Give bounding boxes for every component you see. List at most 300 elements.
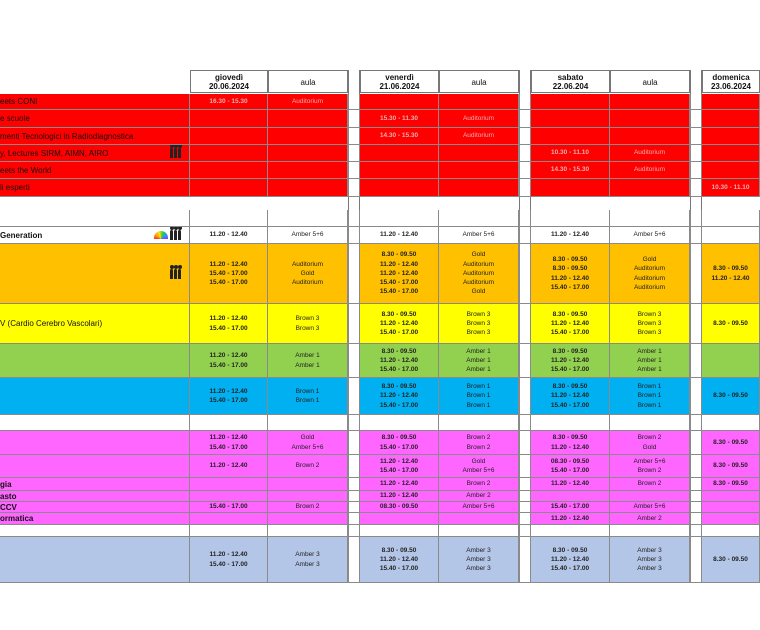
time-cell	[190, 502, 268, 512]
row-separator-gap	[519, 502, 531, 512]
room-name: Auditorium	[462, 132, 495, 140]
time-cell	[190, 344, 268, 377]
row-label	[0, 210, 190, 226]
row-label-text: eets CONI	[0, 97, 38, 106]
row-separator-gap	[690, 244, 702, 303]
room-cell	[439, 162, 519, 178]
row-label	[0, 525, 190, 536]
time-slot: 15.40 - 17.00	[209, 324, 248, 332]
row-separator-gap	[690, 94, 702, 109]
room-cell	[439, 478, 519, 490]
schedule-row	[0, 244, 760, 304]
row-separator-gap	[519, 145, 531, 161]
time-slot: 15.40 - 17.00	[379, 366, 419, 374]
time-slot: 14.30 - 15.30	[379, 132, 419, 140]
room-name: Brown 3	[466, 310, 491, 318]
room-name: Amber 2	[637, 514, 662, 522]
time-cell	[190, 110, 268, 127]
schedule-row	[0, 491, 760, 502]
time-slot: 08.30 - 09.50	[379, 503, 419, 511]
row-separator-gap	[690, 525, 702, 536]
room-cell	[268, 304, 348, 343]
time-slot: 11.20 - 12.40	[380, 492, 418, 500]
room-cell	[439, 491, 519, 501]
row-separator-gap	[348, 227, 360, 243]
time-slot: 15.40 - 17.00	[550, 503, 590, 511]
time-slot: 8.30 - 09.50	[381, 347, 417, 355]
room-name: Amber 3	[295, 560, 320, 568]
time-cell	[702, 455, 760, 477]
time-slot: 11.20 - 12.40	[209, 551, 248, 559]
time-slot: 11.20 - 12.40	[209, 462, 248, 470]
time-slot: 11.20 - 12.40	[209, 352, 248, 360]
row-label	[0, 179, 190, 196]
room-cell	[439, 145, 519, 161]
time-cell	[190, 128, 268, 144]
room-cell	[268, 145, 348, 161]
time-slot: 8.30 - 09.50	[381, 434, 417, 442]
time-slot: 15.40 - 17.00	[209, 443, 248, 451]
time-slot: 15.40 - 17.00	[209, 269, 248, 277]
schedule-row	[0, 415, 760, 431]
row-separator-gap	[690, 227, 702, 243]
room-cell	[610, 415, 690, 430]
room-name: Gold	[471, 288, 486, 296]
room-name: Brown 1	[466, 401, 491, 409]
room-cell	[268, 244, 348, 303]
time-slot: 11.20 - 12.40	[380, 555, 418, 563]
time-cell	[531, 94, 610, 109]
room-name: Amber 5+6	[633, 503, 666, 511]
time-cell	[360, 513, 439, 524]
room-name: Amber 1	[466, 356, 491, 364]
room-name: Brown 3	[637, 310, 662, 318]
row-label	[0, 227, 190, 243]
room-cell	[439, 344, 519, 377]
room-cell	[268, 179, 348, 196]
row-separator-gap	[348, 378, 360, 414]
room-cell	[610, 128, 690, 144]
time-slot: 8.30 - 09.50	[713, 462, 748, 470]
row-label	[0, 513, 190, 524]
time-slot: 15.40 - 17.00	[379, 401, 419, 409]
room-cell	[268, 110, 348, 127]
time-cell	[531, 227, 610, 243]
room-name: Brown 1	[466, 392, 491, 400]
room-name: Brown 3	[295, 315, 320, 323]
time-cell	[360, 415, 439, 430]
room-cell	[610, 244, 690, 303]
time-slot: 11.20 - 12.40	[551, 443, 589, 451]
header-day-name: sabato	[557, 73, 584, 82]
time-slot: 15.30 - 11.30	[380, 114, 418, 122]
row-label	[0, 244, 190, 303]
room-name: Auditorium	[291, 260, 324, 268]
row-separator-gap	[348, 244, 360, 303]
room-cell	[439, 415, 519, 430]
time-cell	[702, 110, 760, 127]
row-label	[0, 502, 190, 512]
time-slot: 15.40 - 17.00	[209, 397, 248, 404]
row-separator-gap	[348, 513, 360, 524]
time-slot: 15.40 - 17.00	[379, 288, 419, 296]
time-slot: 10.30 - 11.10	[711, 183, 750, 191]
room-cell	[439, 94, 519, 109]
time-cell	[190, 162, 268, 178]
room-name: Brown 3	[466, 329, 491, 337]
room-name: Brown 1	[637, 392, 662, 400]
room-cell	[610, 94, 690, 109]
row-label-text: gia	[0, 479, 12, 489]
time-slot: 15.40 - 17.00	[550, 467, 590, 474]
time-slot: 11.20 - 12.40	[209, 231, 248, 239]
row-separator-gap	[690, 179, 702, 196]
room-cell	[268, 344, 348, 377]
time-slot: 15.40 - 17.00	[209, 560, 248, 568]
row-separator-gap	[690, 304, 702, 343]
room-cell	[268, 162, 348, 178]
room-cell	[439, 227, 519, 243]
row-separator-gap	[519, 128, 531, 144]
time-slot: 15.40 - 17.00	[550, 329, 590, 337]
header-day-name: domenica	[712, 73, 750, 82]
room-name: Brown 3	[466, 319, 491, 327]
time-cell	[360, 525, 439, 536]
row-separator-gap	[690, 415, 702, 430]
time-cell	[360, 378, 439, 414]
row-separator-gap	[348, 431, 360, 454]
time-cell	[190, 210, 268, 226]
time-slot: 8.30 - 09.50	[713, 480, 748, 488]
time-cell	[702, 537, 760, 582]
row-label	[0, 415, 190, 430]
row-label	[0, 431, 190, 454]
time-cell	[702, 344, 760, 377]
room-name: Auditorium	[291, 279, 324, 287]
time-cell	[190, 431, 268, 454]
room-name: Amber 3	[637, 546, 662, 554]
time-slot: 8.30 - 09.50	[552, 347, 588, 355]
room-cell	[268, 378, 348, 414]
time-cell	[190, 145, 268, 161]
time-slot: 11.20 - 12.40	[380, 356, 418, 364]
room-cell	[268, 491, 348, 501]
room-name: Auditorium	[633, 149, 666, 157]
row-separator-gap	[690, 491, 702, 501]
time-slot: 11.20 - 12.40	[551, 555, 589, 563]
time-slot: 8.30 - 09.50	[552, 255, 588, 263]
row-label-text: V (Cardio Cerebro Vascolari)	[0, 319, 103, 328]
time-slot: 8.30 - 09.50	[713, 265, 748, 273]
row-separator-gap	[348, 537, 360, 582]
room-cell	[610, 478, 690, 490]
time-slot: 15.40 - 17.00	[379, 329, 419, 337]
time-slot: 11.20 - 12.40	[380, 260, 418, 268]
time-slot: 11.20 - 12.40	[551, 319, 589, 327]
header-day	[531, 70, 610, 93]
time-slot: 15.40 - 17.00	[379, 279, 419, 287]
row-label	[0, 110, 190, 127]
time-cell	[190, 94, 268, 109]
time-cell	[190, 455, 268, 477]
time-cell	[531, 491, 610, 501]
room-name: Brown 2	[295, 503, 320, 511]
people-group-icon	[170, 269, 181, 279]
row-label	[0, 162, 190, 178]
time-cell	[360, 94, 439, 109]
row-icons	[170, 148, 181, 158]
header-day	[190, 70, 268, 93]
room-cell	[439, 110, 519, 127]
row-separator-gap	[348, 210, 360, 226]
room-name: Gold	[642, 443, 657, 451]
row-separator-gap	[690, 162, 702, 178]
room-name: Amber 1	[466, 366, 491, 374]
header-day-date: 22.06.204	[552, 82, 589, 91]
row-separator-gap	[519, 431, 531, 454]
time-cell	[531, 537, 610, 582]
time-cell	[531, 210, 610, 226]
room-name: Amber 5+6	[462, 231, 495, 239]
header-day	[702, 70, 760, 93]
time-cell	[531, 502, 610, 512]
time-slot: 15.40 - 17.00	[209, 361, 248, 369]
room-cell	[439, 378, 519, 414]
time-slot: 8.30 - 09.50	[381, 310, 417, 318]
room-name: Amber 1	[295, 352, 320, 360]
row-separator-gap	[519, 162, 531, 178]
time-cell	[702, 304, 760, 343]
time-cell	[190, 415, 268, 430]
time-cell	[531, 513, 610, 524]
time-cell	[702, 128, 760, 144]
time-cell	[190, 179, 268, 196]
row-separator-gap	[690, 502, 702, 512]
time-cell	[360, 110, 439, 127]
row-separator-gap	[690, 344, 702, 377]
room-cell	[439, 244, 519, 303]
time-slot: 8.30 - 09.50	[552, 434, 588, 442]
room-name: Brown 3	[637, 329, 662, 337]
time-slot: 16.30 - 15.30	[209, 97, 248, 105]
time-slot: 11.20 - 12.40	[380, 457, 418, 465]
room-name: Amber 3	[466, 546, 491, 554]
room-name: Brown 1	[295, 397, 320, 404]
room-name: Auditorium	[462, 260, 495, 268]
room-cell	[439, 513, 519, 524]
room-name: Amber 1	[295, 361, 320, 369]
room-cell	[610, 210, 690, 226]
time-cell	[702, 210, 760, 226]
time-cell	[360, 145, 439, 161]
time-slot: 14.30 - 15.30	[550, 166, 590, 174]
time-cell	[360, 227, 439, 243]
row-separator-gap	[690, 128, 702, 144]
room-name: Brown 2	[466, 480, 491, 488]
room-cell	[268, 227, 348, 243]
time-cell	[360, 179, 439, 196]
schedule-row	[0, 179, 760, 197]
header-day-date: 21.06.2024	[379, 82, 420, 91]
room-cell	[610, 502, 690, 512]
room-cell	[610, 378, 690, 414]
schedule-row	[0, 455, 760, 478]
room-name: Gold	[300, 434, 315, 442]
room-cell	[439, 179, 519, 196]
time-slot: 15.40 - 17.00	[379, 467, 419, 474]
row-separator-gap	[690, 513, 702, 524]
row-separator-gap	[519, 304, 531, 343]
room-cell	[610, 227, 690, 243]
time-slot: 15.40 - 17.00	[550, 366, 590, 374]
time-slot: 11.20 - 12.40	[380, 319, 418, 327]
room-name: Amber 3	[466, 565, 491, 573]
time-cell	[360, 304, 439, 343]
schedule-row	[0, 110, 760, 128]
row-label	[0, 304, 190, 343]
time-slot: 8.30 - 09.50	[552, 265, 588, 273]
room-cell	[268, 537, 348, 582]
room-cell	[268, 525, 348, 536]
row-label-text: CCV	[0, 502, 17, 512]
time-slot: 11.20 - 12.40	[209, 315, 248, 323]
time-cell	[702, 94, 760, 109]
time-slot: 8.30 - 09.50	[381, 546, 417, 554]
row-separator-gap	[519, 415, 531, 430]
room-name: Auditorium	[633, 265, 666, 273]
room-cell	[439, 455, 519, 477]
schedule-row	[0, 478, 760, 491]
header-aula: aula	[610, 70, 690, 93]
time-cell	[531, 162, 610, 178]
room-cell	[610, 455, 690, 477]
row-label	[0, 455, 190, 477]
room-name: Brown 1	[637, 383, 662, 391]
room-name: Amber 3	[295, 551, 320, 559]
room-name: Auditorium	[633, 274, 666, 282]
schedule-row	[0, 162, 760, 179]
room-cell	[439, 502, 519, 512]
room-cell	[610, 431, 690, 454]
room-name: Brown 2	[637, 467, 662, 474]
row-separator-gap	[348, 455, 360, 477]
time-slot: 10.30 - 11.10	[551, 149, 589, 157]
row-label-text: e scuole	[0, 114, 30, 123]
room-name: Amber 5+6	[633, 457, 666, 465]
row-separator-gap	[348, 304, 360, 343]
room-name: Amber 3	[637, 565, 662, 573]
room-cell	[610, 162, 690, 178]
time-cell	[190, 244, 268, 303]
row-separator-gap	[519, 478, 531, 490]
schedule-row	[0, 227, 760, 244]
time-slot: 15.40 - 17.00	[209, 503, 248, 511]
time-slot: 8.30 - 09.50	[552, 546, 588, 554]
time-cell	[702, 431, 760, 454]
time-cell	[190, 304, 268, 343]
row-separator-gap	[690, 537, 702, 582]
room-cell	[268, 128, 348, 144]
people-group-icon	[170, 148, 181, 158]
room-cell	[610, 304, 690, 343]
header-aula: aula	[268, 70, 348, 93]
row-label	[0, 128, 190, 144]
row-separator-gap	[519, 344, 531, 377]
time-slot: 8.30 - 09.50	[713, 438, 748, 446]
time-cell	[190, 513, 268, 524]
time-cell	[531, 110, 610, 127]
time-cell	[702, 513, 760, 524]
room-cell	[610, 491, 690, 501]
header-day	[360, 70, 439, 93]
time-cell	[360, 455, 439, 477]
row-separator-gap	[519, 513, 531, 524]
schedule-row	[0, 210, 760, 227]
time-cell	[360, 537, 439, 582]
time-cell	[531, 344, 610, 377]
time-cell	[531, 455, 610, 477]
room-name: Amber 1	[466, 347, 491, 355]
room-name: Brown 2	[466, 434, 491, 442]
room-cell	[610, 513, 690, 524]
time-cell	[360, 344, 439, 377]
room-name: Brown 2	[466, 443, 491, 451]
row-label	[0, 94, 190, 109]
row-separator-gap	[348, 162, 360, 178]
time-slot: 8.30 - 09.50	[552, 383, 588, 391]
time-slot: 15.40 - 17.00	[379, 443, 419, 451]
row-label-text: menti Tecnologici in Radiodiagnostica	[0, 131, 134, 141]
time-slot: 15.40 - 17.00	[550, 283, 590, 291]
room-name: Auditorium	[291, 97, 324, 105]
time-cell	[531, 415, 610, 430]
room-name: Auditorium	[633, 283, 666, 291]
row-separator-gap	[348, 525, 360, 536]
time-slot: 11.20 - 12.40	[551, 514, 589, 522]
room-name: Brown 1	[295, 387, 320, 395]
row-separator-gap	[519, 94, 531, 109]
row-label	[0, 378, 190, 414]
row-label	[0, 478, 190, 490]
row-separator-gap	[519, 179, 531, 196]
time-cell	[531, 304, 610, 343]
time-cell	[531, 145, 610, 161]
room-cell	[268, 455, 348, 477]
time-cell	[702, 491, 760, 501]
room-cell	[439, 128, 519, 144]
time-cell	[702, 145, 760, 161]
schedule-row	[0, 344, 760, 378]
time-cell	[702, 227, 760, 243]
row-separator-gap	[690, 378, 702, 414]
schedule-row	[0, 128, 760, 145]
room-name: Amber 3	[637, 555, 662, 563]
time-cell	[702, 478, 760, 490]
row-separator-gap	[519, 244, 531, 303]
time-cell	[702, 244, 760, 303]
room-name: Brown 3	[295, 324, 320, 332]
people-group-icon	[170, 230, 181, 240]
row-separator-gap	[348, 94, 360, 109]
time-slot: 11.20 - 12.40	[551, 480, 589, 488]
time-slot: 11.20 - 12.40	[380, 231, 418, 239]
row-separator-gap	[348, 415, 360, 430]
schedule-row	[0, 525, 760, 537]
time-cell	[702, 378, 760, 414]
row-label-text: asto	[0, 491, 17, 501]
room-name: Amber 5+6	[633, 231, 666, 239]
room-cell	[610, 537, 690, 582]
